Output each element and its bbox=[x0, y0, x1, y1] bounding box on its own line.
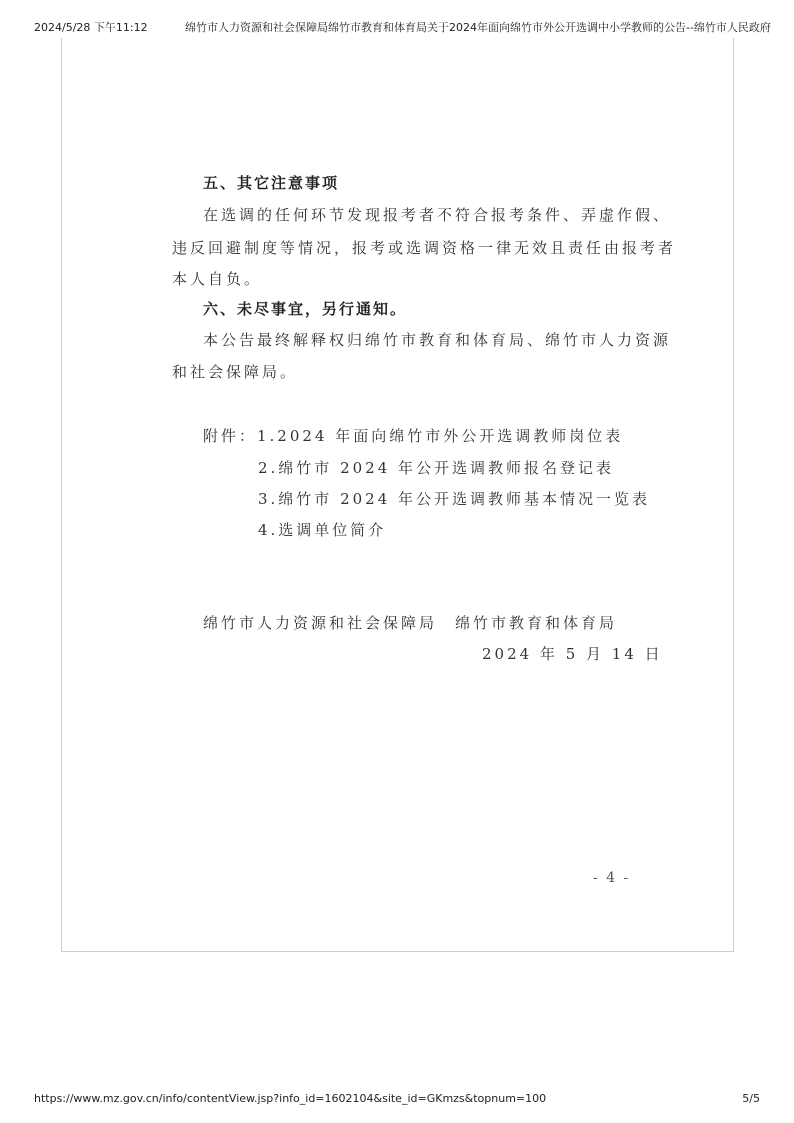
section6-text-line1: 本公告最终解释权归绵竹市教育和体育局、绵竹市人力资源 bbox=[203, 331, 672, 349]
section5-text-line2: 违反回避制度等情况，报考或选调资格一律无效且责任由报考者 bbox=[172, 239, 677, 257]
print-datetime: 2024/5/28 下午11:12 bbox=[34, 21, 148, 34]
section5-text-line1: 在选调的任何环节发现报考者不符合报考条件、弄虚作假、 bbox=[203, 206, 672, 224]
document-page-number: - 4 - bbox=[593, 870, 631, 886]
section6-text-line2: 和社会保障局。 bbox=[172, 363, 299, 381]
section5-heading: 五、其它注意事项 bbox=[203, 174, 340, 192]
issue-date: 2024 年 5 月 14 日 bbox=[482, 645, 663, 663]
print-page-count: 5/5 bbox=[742, 1092, 760, 1105]
attachment-item: 4.选调单位简介 bbox=[258, 521, 387, 539]
print-url: https://www.mz.gov.cn/info/contentView.jsp?info_id=1602104&site_id=GKmzs&topnum=100 bbox=[34, 1092, 547, 1105]
attachment-item: 附件：1.2024 年面向绵竹市外公开选调教师岗位表 bbox=[203, 427, 624, 445]
attachment-item: 3.绵竹市 2024 年公开选调教师基本情况一览表 bbox=[258, 490, 651, 508]
section6-heading: 六、未尽事宜，另行通知。 bbox=[203, 300, 408, 318]
attachment-item: 2.绵竹市 2024 年公开选调教师报名登记表 bbox=[258, 459, 615, 477]
section5-text-line3: 本人自负。 bbox=[172, 270, 263, 288]
print-page-title: 绵竹市人力资源和社会保障局绵竹市教育和体育局关于2024年面向绵竹市外公开选调中小学教师的公告--绵竹市人民政府 bbox=[185, 21, 771, 34]
signatories: 绵竹市人力资源和社会保障局 绵竹市教育和体育局 bbox=[203, 614, 618, 632]
